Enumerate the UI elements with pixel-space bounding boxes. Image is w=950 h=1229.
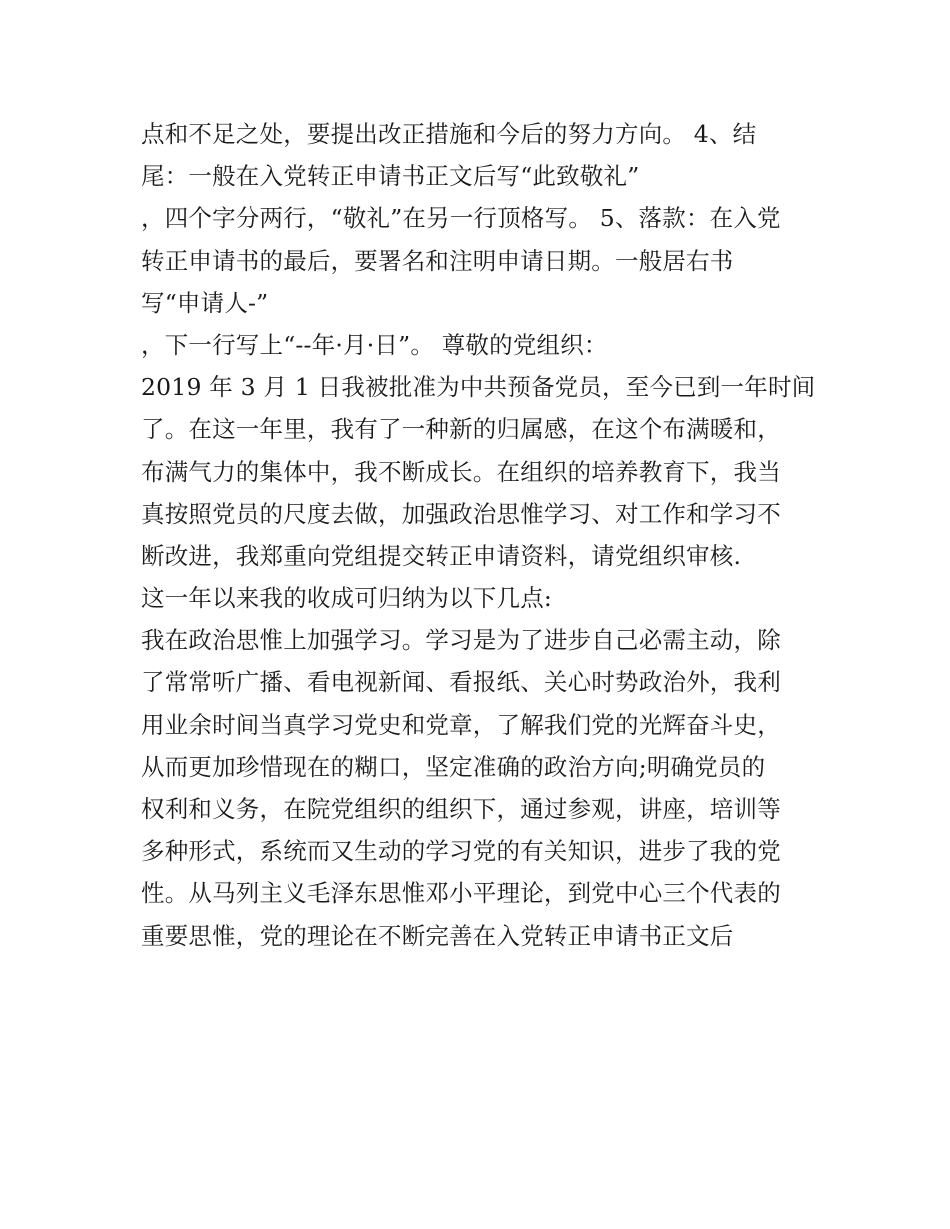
text-line: 我在政治思惟上加强学习。学习是为了进步自己必需主动，除 — [141, 626, 781, 655]
text-line: 用业余时间当真学习党史和党章，了解我们党的光辉奋斗史， — [141, 710, 781, 739]
text-line: 2019 年 3 月 1 日我被批准为中共预备党员，至今已到一年时间 — [141, 373, 816, 402]
text-line: 写“申请人-” — [141, 288, 269, 317]
text-line: 转正申请书的最后，要署名和注明申请日期。一般居右书 — [141, 246, 734, 275]
text-line: ，下一行写上“--年·月·日”。 尊敬的党组织： — [141, 330, 608, 359]
text-line: 了。在这一年里，我有了一种新的归属感，在这个布满暖和， — [141, 415, 781, 444]
text-line: 真按照党员的尺度去做，加强政治思惟学习、对工作和学习不 — [141, 499, 781, 528]
body-text — [141, 113, 821, 957]
text-line: 从而更加珍惜现在的糊口，坚定准确的政治方向;明确党员的 — [141, 752, 766, 781]
text-line: 断改进，我郑重向党组提交转正申请资料，请党组织审核. — [141, 541, 742, 570]
text-line: 性。从马列主义毛泽东思惟邓小平理论，到党中心三个代表的 — [141, 879, 781, 908]
text-line: 多种形式，系统而又生动的学习党的有关知识，进步了我的党 — [141, 837, 781, 866]
text-line: 了常常听广播、看电视新闻、看报纸、关心时势政治外，我利 — [141, 668, 781, 697]
text-line: 这一年以来我的收成可归纳为以下几点: — [141, 584, 553, 613]
text-line: ，四个字分两行，“敬礼”在另一行顶格写。 5、落款：在入党 — [141, 204, 781, 233]
text-line: 点和不足之处，要提出改正措施和今后的努力方向。 4、结 — [141, 120, 757, 148]
text-line: 权利和义务，在院党组织的组织下，通过参观，讲座，培训等 — [141, 795, 781, 823]
text-line: 重要思惟，党的理论在不断完善在入党转正申请书正文后 — [141, 921, 734, 950]
text-line: 尾：一般在入党转正申请书正文后写“此致敬礼” — [141, 162, 640, 191]
text-line: 布满气力的集体中，我不断成长。在组织的培养教育下，我当 — [141, 457, 781, 486]
